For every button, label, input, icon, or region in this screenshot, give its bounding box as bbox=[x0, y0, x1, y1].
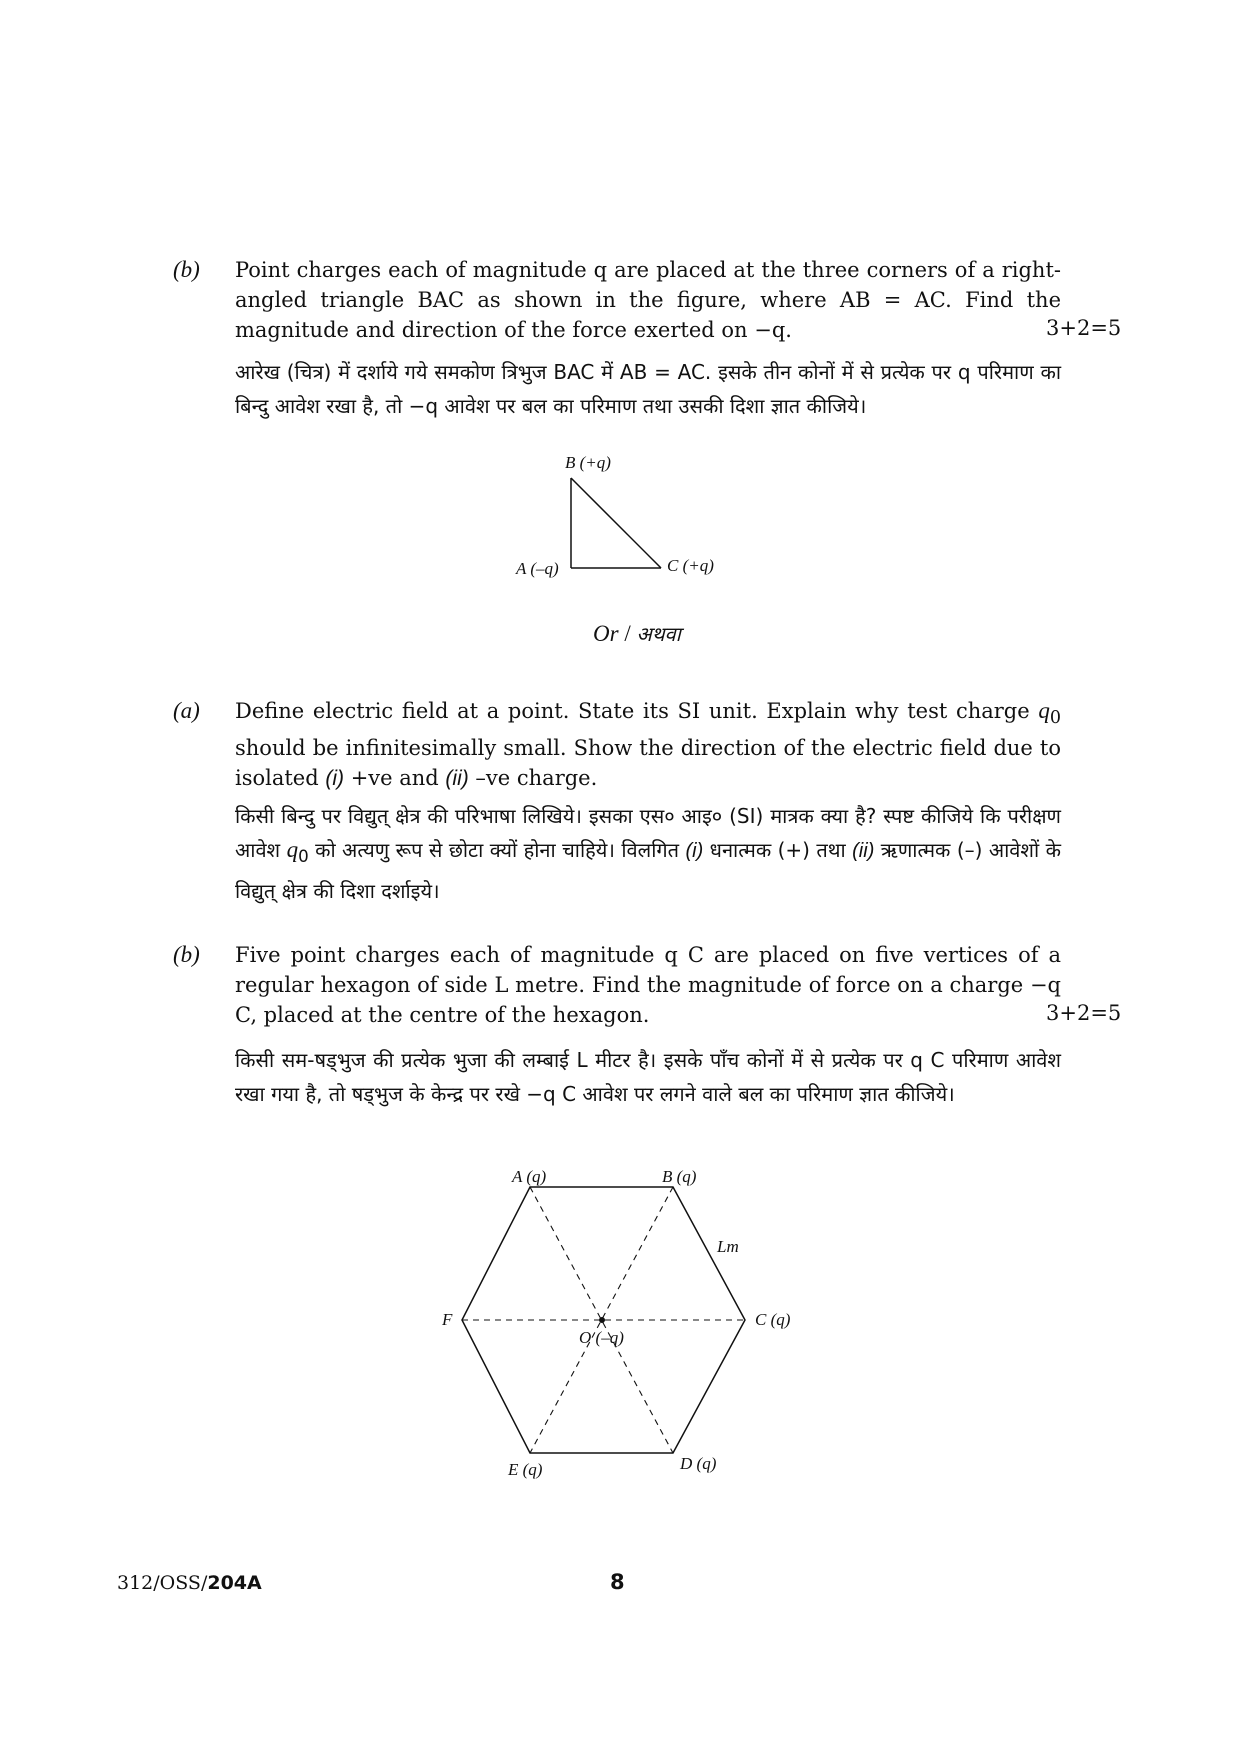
question-a-hindi-1: किसी बिन्दु पर विद्युत् क्षेत्र की परिभाषा लिखिये। इसका एस० आइ० (SI) मात्रक क्या है? स्पष्ट कीजिये कि परीक्षण आवेश bbox=[235, 804, 1061, 862]
question-a-text-2: should be infinitesimally small. Show the direction of the electric field due to isolated bbox=[235, 736, 1061, 791]
question-a-hindi-3: धनात्मक (+) तथा bbox=[703, 838, 853, 862]
question-b2-english: Five point charges each of magnitude q C are placed on five vertices of a regular hexagon of side L metre. Find the magnitude of force on a charge −q C, placed at the centre of the hexagon. bbox=[235, 943, 1061, 1027]
hexagon-label-c: C (q) bbox=[755, 1310, 791, 1329]
item-ii-label-hindi: (ii) bbox=[852, 840, 875, 862]
triangle-side-bc bbox=[571, 478, 661, 568]
question-b1-marks: 3+2=5 bbox=[1046, 316, 1122, 340]
page-number: 8 bbox=[610, 1570, 625, 1594]
hexagon-label-f: F bbox=[442, 1310, 453, 1329]
hexagon-label-a: A (q) bbox=[512, 1167, 547, 1186]
question-b1-english: Point charges each of magnitude q are placed at the three corners of a right-angled triangle BAC as shown in the figure, where AB = AC. Find the magnitude and direction of the force exerted on −q. bbox=[235, 258, 1061, 342]
question-label-b1: (b) bbox=[173, 257, 200, 282]
or-separator bbox=[593, 620, 681, 647]
question-label-b2: (b) bbox=[173, 942, 200, 967]
center-point bbox=[599, 1317, 605, 1323]
item-ii-label: (ii) bbox=[445, 767, 469, 791]
question-a-hindi-2: को अत्यणु रूप से छोटा क्यों होना चाहिये। विलगित bbox=[308, 838, 686, 862]
question-b1-hindi: आरेख (चित्र) में दर्शाये गये समकोण त्रिभुज BAC में AB = AC. इसके तीन कोनों में से प्रत्येक पर q परिमाण का बिन्दु आवेश रखा है, तो −q आवेश पर बल का परिमाण तथा उसकी दिशा ज्ञात कीजिये। bbox=[235, 360, 1061, 418]
hexagon-label-b: B (q) bbox=[662, 1167, 697, 1186]
triangle-label-a: A (–q) bbox=[516, 559, 559, 578]
test-charge-subscript-hindi: 0 bbox=[298, 847, 309, 866]
triangle-label-b: B (+q) bbox=[565, 453, 611, 472]
test-charge-symbol-hindi: q bbox=[286, 837, 299, 862]
hexagon-label-e: E (q) bbox=[508, 1460, 543, 1479]
triangle-figure bbox=[505, 446, 765, 586]
triangle-label-c: C (+q) bbox=[667, 556, 714, 575]
question-a-hindi bbox=[235, 799, 1061, 908]
hexagon-label-d: D (q) bbox=[680, 1454, 717, 1473]
question-b2-marks: 3+2=5 bbox=[1046, 1001, 1122, 1025]
paper-code bbox=[117, 1572, 262, 1594]
paper-code-prefix: 312/OSS/ bbox=[117, 1572, 208, 1594]
question-b2-hindi: किसी सम-षड्भुज की प्रत्येक भुजा की लम्बाई L मीटर है। इसके पाँच कोनों में से प्रत्येक पर q C परिमाण आवेश रखा गया है, तो षड्भुज के केन्द्र पर रखे −q C आवेश पर लगने वाले बल का परिमाण ज्ञात कीजिये। bbox=[235, 1048, 1061, 1106]
item-i-label: (i) bbox=[325, 767, 345, 791]
paper-code-bold: 204A bbox=[207, 1572, 262, 1594]
hexagon-side-label: Lm bbox=[717, 1237, 739, 1256]
question-a-english bbox=[235, 696, 1061, 794]
hexagon-label-o: O (–q) bbox=[579, 1328, 624, 1347]
item-i-label-hindi: (i) bbox=[685, 840, 704, 862]
question-label-a: (a) bbox=[173, 698, 200, 723]
hexagon-figure bbox=[430, 1160, 810, 1490]
question-a-text-1: Define electric field at a point. State its SI unit. Explain why test charge bbox=[235, 699, 1039, 723]
test-charge-subscript: 0 bbox=[1049, 708, 1061, 729]
test-charge-symbol: q bbox=[1038, 698, 1050, 723]
question-a-text-4: –ve charge. bbox=[468, 766, 598, 791]
or-english: Or bbox=[593, 621, 619, 646]
question-a-hindi-4: ऋणात्मक (–) आवेशों के विद्युत् क्षेत्र की दिशा दर्शाइये। bbox=[235, 838, 1061, 903]
question-a-text-3: +ve and bbox=[344, 766, 446, 791]
or-hindi: अथवा bbox=[636, 622, 681, 646]
or-slash: / bbox=[624, 621, 631, 646]
